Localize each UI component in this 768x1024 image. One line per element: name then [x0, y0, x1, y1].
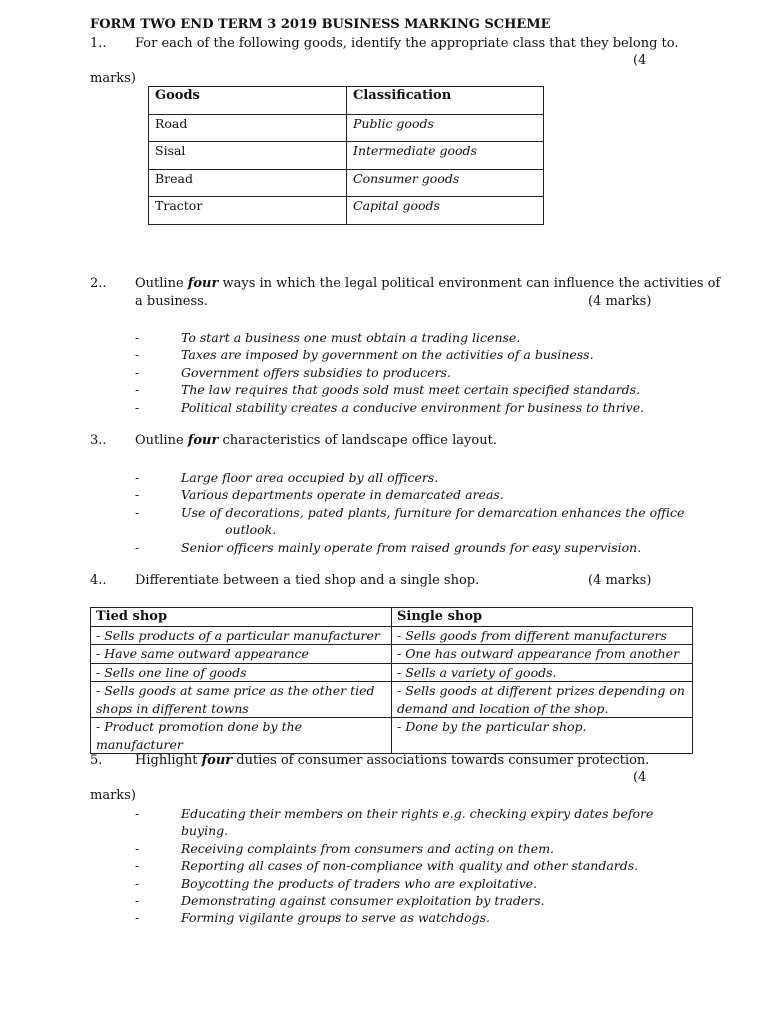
q5-marks-close: marks) — [90, 788, 136, 803]
q1-number: 1.. — [90, 36, 107, 51]
list-item: - Boycotting the products of traders who are exploitative. — [135, 875, 538, 891]
list-item: - Political stability creates a conducive environment for business to thrive. — [135, 399, 645, 415]
list-item: - To start a business one must obtain a trading license. — [135, 330, 521, 345]
page-title: FORM TWO END TERM 3 2019 BUSINESS MARKING SCHEME — [90, 17, 551, 32]
tied-shop-cell: - Have same outward appearance — [91, 645, 392, 664]
q1-marks-open: (4 — [633, 53, 647, 68]
list-item: - Various departments operate in demarcated areas. — [135, 487, 504, 503]
single-shop-cell: - Sells a variety of goods. — [392, 663, 693, 682]
q1-marks-close: marks) — [90, 71, 136, 86]
q2-text-post: ways in which the legal political environment can influence the activities of — [218, 276, 721, 291]
q5-marks-open: (4 — [633, 770, 647, 785]
list-item: - The law requires that goods sold must meet certain specified standards. — [135, 382, 641, 398]
shop-comparison-table — [90, 607, 693, 754]
q2-answer-list — [133, 329, 693, 416]
q3-text-pre: Outline — [135, 433, 188, 448]
single-shop-cell: - Sells goods at different prizes depending on demand and location of the shop. — [392, 682, 693, 718]
tied-shop-cell: - Sells goods at same price as the other tied shops in different towns — [91, 682, 392, 718]
q3-text — [135, 433, 497, 448]
goods-cell: Road — [149, 114, 347, 142]
q4-marks: (4 marks) — [588, 573, 652, 588]
list-item: - Large floor area occupied by all officers. — [135, 470, 439, 485]
goods-cell: Sisal — [149, 142, 347, 170]
classification-cell: Capital goods — [347, 197, 544, 225]
goods-cell: Tractor — [149, 197, 347, 225]
goods-classification-table — [148, 86, 544, 225]
q2-marks: (4 marks) — [588, 294, 652, 309]
list-item: - Senior officers mainly operate from raised grounds for easy supervision. — [135, 539, 642, 555]
q4-number: 4.. — [90, 573, 107, 588]
q3-answer-list — [133, 469, 693, 556]
classification-cell: Intermediate goods — [347, 142, 544, 170]
table-row — [149, 169, 544, 197]
q2-text-pre: Outline — [135, 276, 188, 291]
table-row — [149, 142, 544, 170]
table-row — [91, 645, 693, 664]
q2-emphasis: four — [187, 276, 219, 291]
goods-cell: Bread — [149, 169, 347, 197]
q2-text-line2: a business. — [135, 294, 208, 309]
q2-number: 2.. — [90, 276, 107, 291]
list-item: - Forming vigilante groups to serve as watchdogs. — [135, 910, 490, 926]
list-item: - Receiving complaints from consumers and acting on them. — [135, 840, 555, 856]
q3-number: 3.. — [90, 433, 107, 448]
table-row — [91, 682, 693, 718]
q5-text-post: duties of consumer associations towards consumer protection. — [232, 753, 650, 768]
q3-emphasis: four — [187, 433, 219, 448]
q5-number: 5. — [90, 753, 103, 768]
single-shop-cell: - Done by the particular shop. — [392, 718, 693, 754]
header-single-shop: Single shop — [392, 608, 693, 627]
table-header-row — [149, 87, 544, 115]
list-item: - Reporting all cases of non-compliance with quality and other standards. — [135, 858, 639, 874]
list-item: - Government offers subsidies to producers. — [135, 364, 451, 380]
table-row — [91, 626, 693, 645]
q3-text-post: characteristics of landscape office layout. — [218, 433, 497, 448]
table-row — [91, 663, 693, 682]
q1-text: For each of the following goods, identify the appropriate class that they belong to. — [135, 36, 679, 51]
tied-shop-cell: - Sells one line of goods — [91, 663, 392, 682]
table-row — [149, 197, 544, 225]
q4-text: Differentiate between a tied shop and a single shop. — [135, 573, 480, 588]
tied-shop-cell: - Sells products of a particular manufacturer — [91, 626, 392, 645]
table-header-row — [91, 608, 693, 627]
single-shop-cell: - One has outward appearance from another — [392, 645, 693, 664]
q5-text-pre: Highlight — [135, 753, 202, 768]
header-goods: Goods — [149, 87, 347, 115]
q5-emphasis: four — [201, 753, 233, 768]
single-shop-cell: - Sells goods from different manufacturers — [392, 626, 693, 645]
table-row — [149, 114, 544, 142]
q2-text — [135, 276, 720, 291]
classification-cell: Consumer goods — [347, 169, 544, 197]
classification-cell: Public goods — [347, 114, 544, 142]
tied-shop-cell: - Product promotion done by the manufacturer — [91, 718, 392, 754]
header-tied-shop: Tied shop — [91, 608, 392, 627]
list-item: - Taxes are imposed by government on the activities of a business. — [135, 347, 594, 363]
table-row — [91, 718, 693, 754]
header-classification: Classification — [347, 87, 544, 115]
q5-answer-list — [133, 805, 693, 927]
list-item: - Demonstrating against consumer exploitation by traders. — [135, 893, 545, 909]
list-item: - Educating their members on their rights e.g. checking expiry dates before buying. — [135, 806, 654, 839]
q5-text — [135, 753, 649, 768]
list-item: - Use of decorations, pated plants, furniture for demarcation enhances the office outlook. — [135, 504, 685, 538]
